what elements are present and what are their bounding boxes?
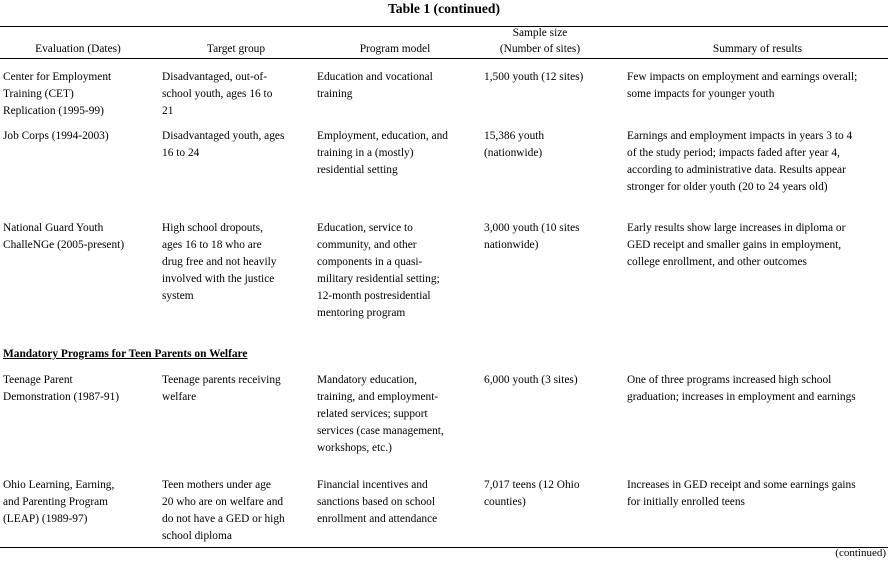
row-0-evaluation: Center for Employment Training (CET) Replication (1995-99) bbox=[3, 71, 112, 117]
row-2-model: Education, service to community, and other components in a quasi- military residential setting; 12-month postresidential mentoring program bbox=[317, 222, 440, 319]
row-4-target: Teen mothers under age 20 who are on welfare and do not have a GED or high school diploma bbox=[162, 479, 285, 542]
header-evaluation: Evaluation (Dates) bbox=[35, 43, 121, 55]
row-1-target: Disadvantaged youth, ages 16 to 24 bbox=[162, 130, 285, 159]
row-4-sample: 7,017 teens (12 Ohio counties) bbox=[484, 479, 580, 508]
header-sample-size-line2: (Number of sites) bbox=[499, 43, 581, 55]
header-sample-size-line1: Sample size bbox=[512, 27, 568, 39]
row-0-results: Few impacts on employment and earnings overall; some impacts for younger youth bbox=[627, 71, 858, 100]
row-0-model: Education and vocational training bbox=[317, 71, 433, 100]
row-0-sample: 1,500 youth (12 sites) bbox=[484, 71, 584, 83]
row-1-evaluation: Job Corps (1994-2003) bbox=[3, 130, 109, 142]
row-3-sample: 6,000 youth (3 sites) bbox=[484, 374, 578, 386]
continued-note: (continued) bbox=[835, 547, 886, 559]
row-3-evaluation: Teenage Parent Demonstration (1987-91) bbox=[3, 374, 120, 403]
header-summary-of-results: Summary of results bbox=[712, 43, 803, 55]
row-3-model: Mandatory education, training, and employment- related services; support services (case management, workshops, etc.) bbox=[317, 374, 444, 454]
row-3-target: Teenage parents receiving welfare bbox=[162, 374, 281, 403]
row-2-target: High school dropouts, ages 16 to 18 who are drug free and not heavily involved with the justice system bbox=[162, 222, 277, 302]
row-2-sample: 3,000 youth (10 sites nationwide) bbox=[484, 222, 580, 251]
row-4-evaluation: Ohio Learning, Earning, and Parenting Program (LEAP) (1989-97) bbox=[3, 479, 115, 525]
row-3-results: One of three programs increased high school graduation; increases in employment and earnings bbox=[627, 374, 856, 403]
header-rule bbox=[0, 58, 888, 59]
row-2-evaluation: National Guard Youth ChalleNGe (2005-present) bbox=[3, 222, 125, 251]
row-4-results: Increases in GED receipt and some earnings gains for initially enrolled teens bbox=[627, 479, 856, 508]
section-heading: Mandatory Programs for Teen Parents on Welfare bbox=[3, 348, 248, 360]
top-rule bbox=[0, 26, 888, 27]
row-0-target: Disadvantaged, out-of- school youth, ages 16 to 21 bbox=[162, 71, 273, 117]
row-1-results: Earnings and employment impacts in years 3 to 4 of the study period; impacts faded after year 4, according to administrative data. Results appear stronger for older youth (20 to 24 years old) bbox=[627, 130, 853, 193]
row-1-sample: 15,386 youth (nationwide) bbox=[484, 130, 545, 159]
header-program-model: Program model bbox=[359, 43, 431, 55]
table-title: Table 1 (continued) bbox=[387, 1, 501, 16]
row-4-model: Financial incentives and sanctions based on school enrollment and attendance bbox=[317, 479, 438, 525]
header-target-group: Target group bbox=[206, 43, 266, 55]
bottom-rule bbox=[0, 547, 888, 548]
row-2-results: Early results show large increases in diploma or GED receipt and smaller gains in employment, college enrollment, and other outcomes bbox=[627, 222, 846, 268]
row-1-model: Employment, education, and training in a (mostly) residential setting bbox=[317, 130, 448, 176]
